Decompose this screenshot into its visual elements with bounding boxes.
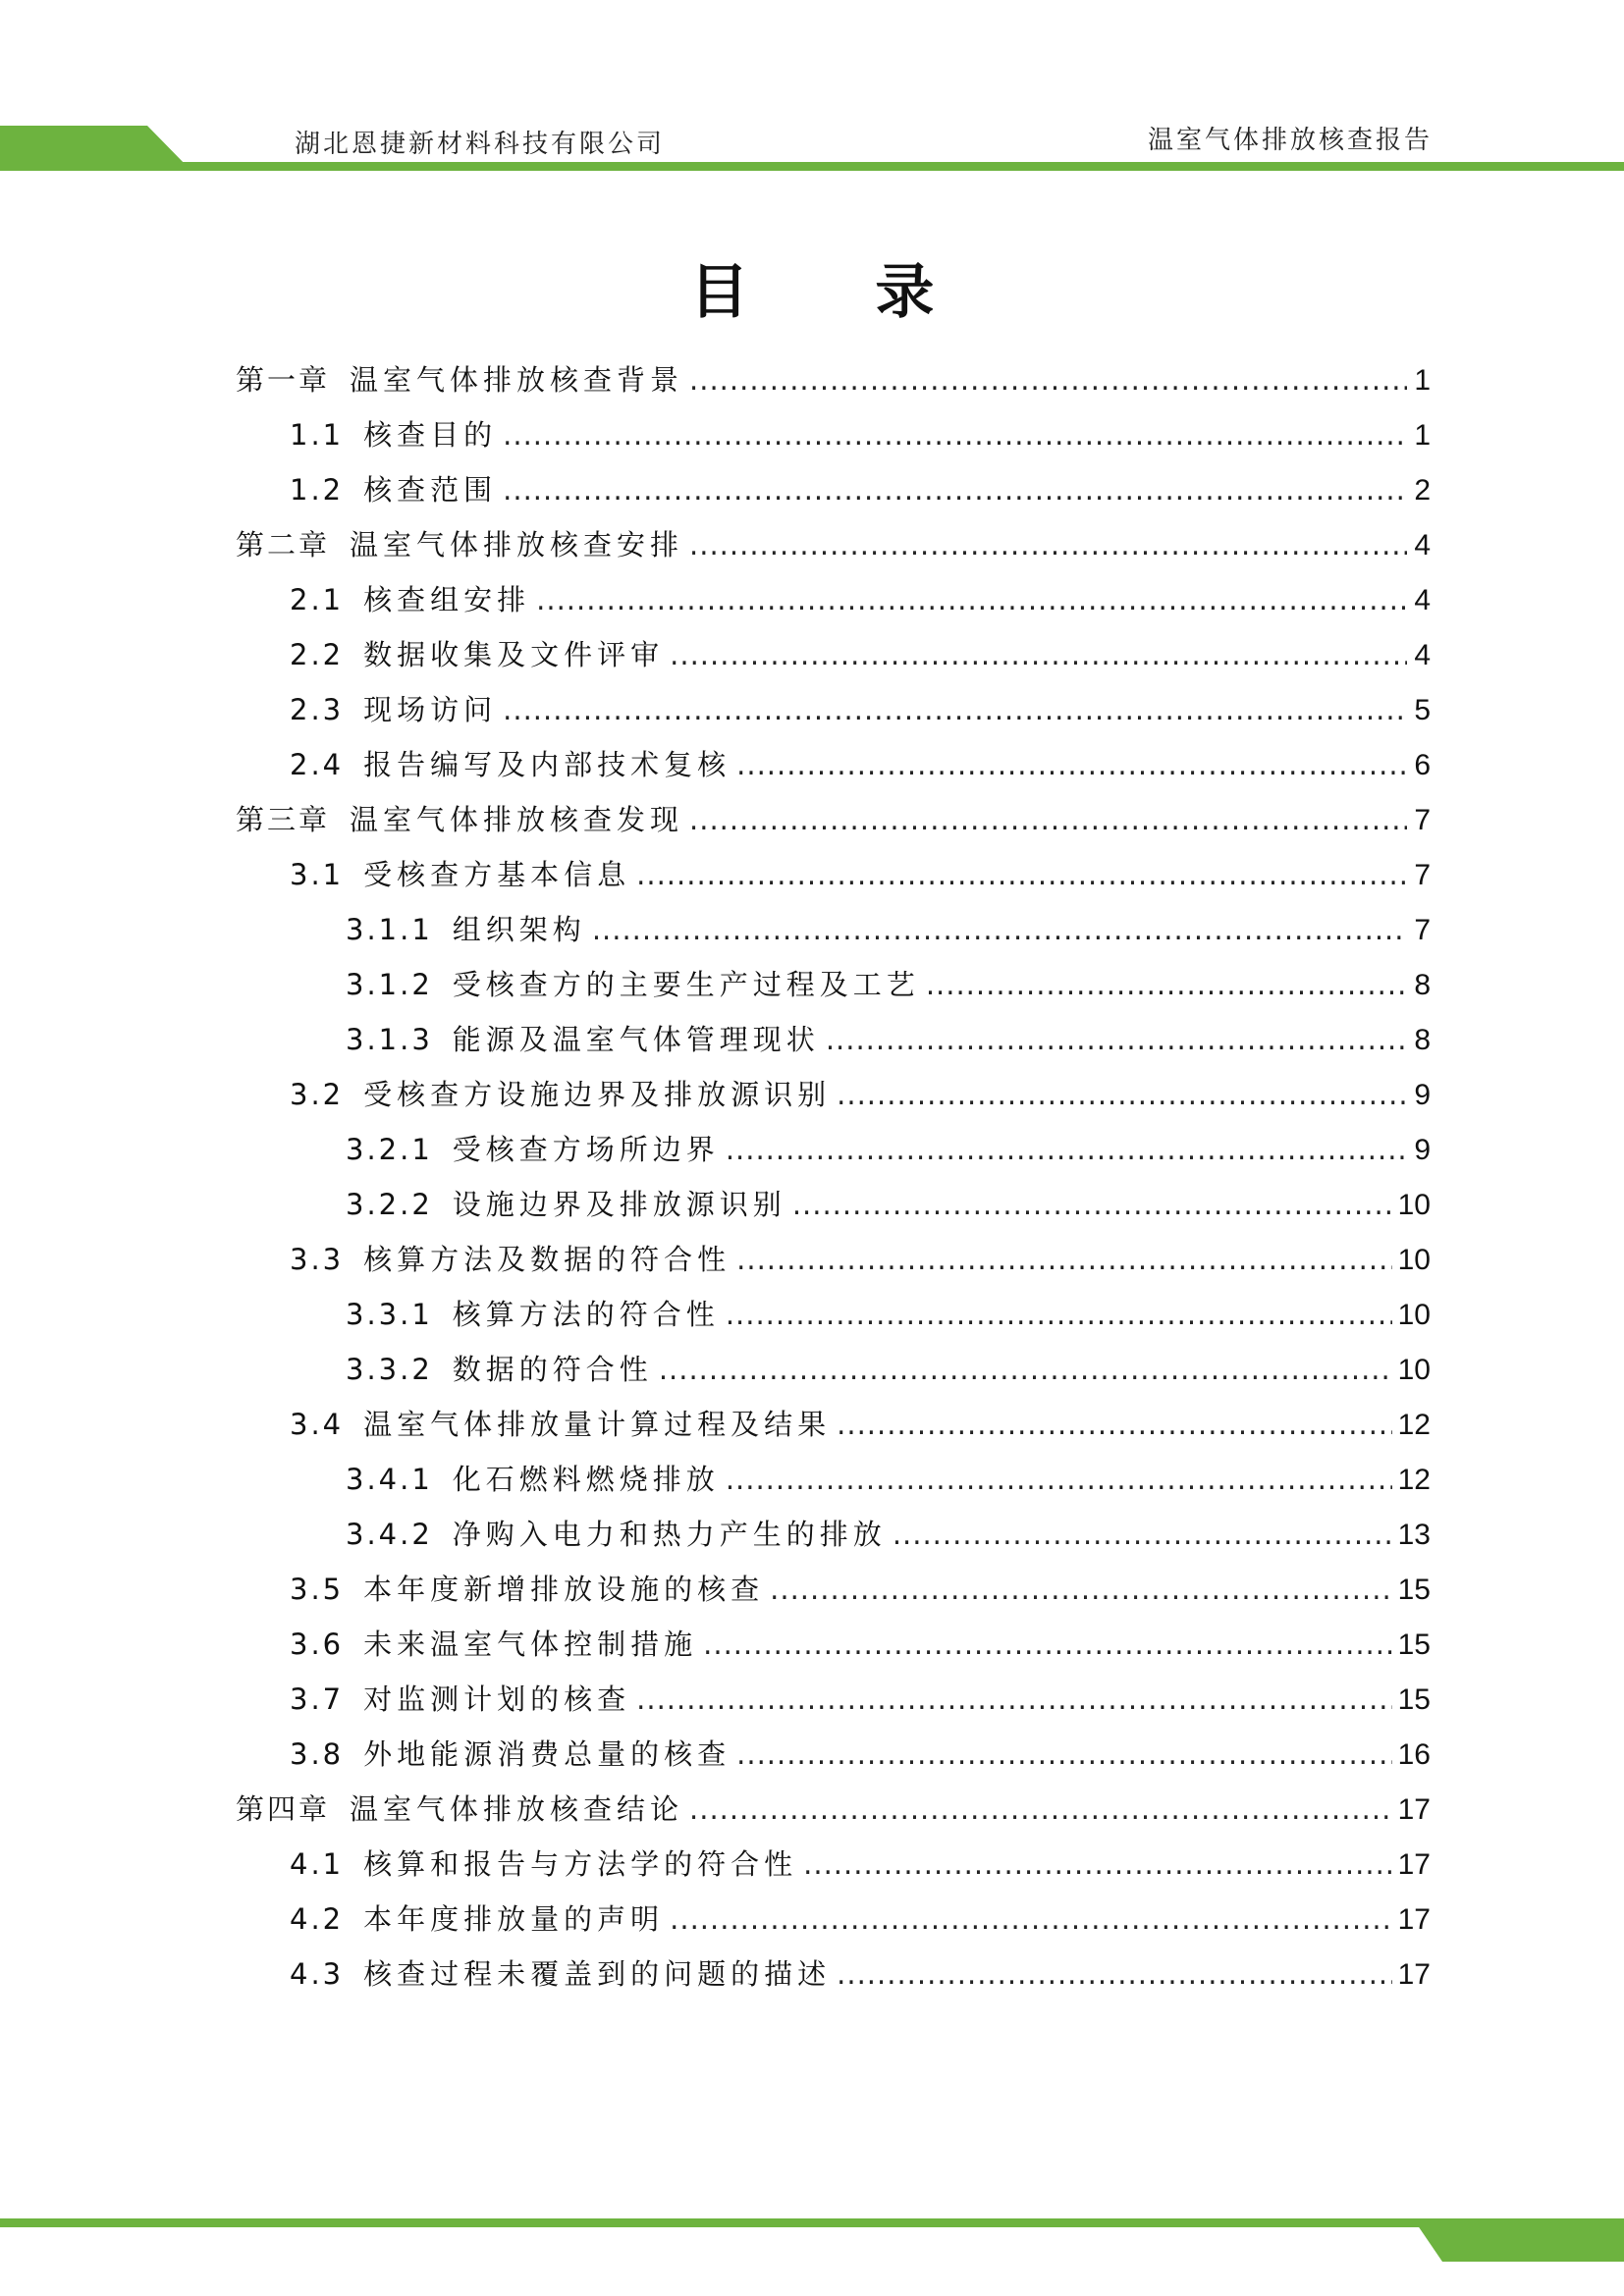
toc-entry-title: 组织架构 [452, 913, 586, 946]
toc-entry-title: 外地能源消费总量的核查 [363, 1737, 731, 1771]
toc-entry-number: 3.4.1 [346, 1463, 433, 1496]
toc-entry-title: 核算方法的符合性 [452, 1298, 720, 1331]
toc-entry[interactable] [236, 1348, 1431, 1403]
toc-entry-page: 1 [1414, 419, 1431, 452]
toc-entry[interactable] [236, 1788, 1431, 1842]
toc-leader-dots [659, 1353, 1392, 1386]
toc-entry-title: 设施边界及排放源识别 [452, 1188, 786, 1221]
toc-entry[interactable] [236, 1073, 1431, 1128]
toc-entry-number: 第二章 [236, 528, 331, 561]
toc-entry-number: 3.4 [290, 1408, 345, 1441]
footer-accent-tab [1413, 2218, 1624, 2262]
toc-entry-page: 10 [1397, 1354, 1431, 1386]
toc-entry[interactable] [236, 1128, 1431, 1183]
header-company: 湖北恩捷新材料科技有限公司 [295, 130, 666, 159]
toc-entry[interactable] [236, 358, 1431, 413]
toc-leader-dots [736, 748, 1407, 781]
toc-entry-page: 17 [1397, 1848, 1431, 1881]
toc-entry-number: 4.2 [290, 1902, 345, 1936]
toc-entry-page: 16 [1397, 1738, 1431, 1771]
toc-leader-dots [536, 583, 1407, 616]
toc-entry-number: 3.5 [290, 1573, 345, 1606]
toc-entry[interactable] [236, 1238, 1431, 1293]
toc-entry-page: 7 [1414, 914, 1431, 946]
toc-entry-title: 数据收集及文件评审 [363, 638, 665, 671]
toc-entry[interactable] [236, 688, 1431, 743]
toc-entry-title: 本年度排放量的声明 [363, 1902, 665, 1936]
toc-entry-page: 4 [1414, 584, 1431, 616]
toc-entry-number: 3.4.2 [346, 1518, 433, 1551]
toc-entry[interactable] [236, 578, 1431, 633]
toc-entry[interactable] [236, 1733, 1431, 1788]
toc-entry[interactable] [236, 1293, 1431, 1348]
toc-entry[interactable] [236, 743, 1431, 798]
toc-entry-page: 2 [1414, 474, 1431, 507]
toc-entry-number: 3.7 [290, 1682, 345, 1716]
toc-entry-number: 3.2 [290, 1078, 345, 1111]
toc-entry-number: 第一章 [236, 363, 331, 397]
toc-leader-dots [689, 363, 1407, 397]
footer-rule [0, 2218, 1624, 2227]
toc-entry[interactable] [236, 1623, 1431, 1678]
toc-leader-dots [503, 418, 1407, 452]
toc-entry-title: 本年度新增排放设施的核查 [363, 1573, 765, 1606]
toc-entry-page: 17 [1397, 1793, 1431, 1826]
toc-leader-dots [926, 968, 1407, 1001]
toc-entry[interactable] [236, 1183, 1431, 1238]
toc-entry-number: 3.1.1 [346, 913, 433, 946]
toc-entry-page: 9 [1414, 1079, 1431, 1111]
toc-entry-title: 未来温室气体控制措施 [363, 1628, 698, 1661]
toc-entry[interactable] [236, 468, 1431, 523]
table-of-contents [236, 358, 1431, 2007]
toc-entry-page: 5 [1414, 694, 1431, 726]
toc-leader-dots [803, 1847, 1391, 1881]
toc-entry-page: 9 [1414, 1134, 1431, 1166]
toc-entry-title: 现场访问 [363, 693, 498, 726]
toc-entry-page: 8 [1414, 969, 1431, 1001]
toc-entry[interactable] [236, 413, 1431, 468]
toc-entry[interactable] [236, 1678, 1431, 1733]
toc-entry-number: 3.1.2 [346, 968, 433, 1001]
toc-entry-title: 受核查方的主要生产过程及工艺 [452, 968, 920, 1001]
toc-entry-number: 3.3 [290, 1243, 345, 1276]
toc-entry-page: 4 [1414, 639, 1431, 671]
toc-leader-dots [636, 858, 1407, 891]
toc-entry-page: 7 [1414, 859, 1431, 891]
header-report-title: 温室气体排放核查报告 [1147, 126, 1433, 155]
toc-entry[interactable] [236, 1458, 1431, 1513]
toc-entry-page: 10 [1397, 1189, 1431, 1221]
toc-leader-dots [837, 1078, 1407, 1111]
toc-entry[interactable] [236, 1568, 1431, 1623]
toc-entry-number: 3.1.3 [346, 1023, 433, 1056]
toc-entry-page: 15 [1397, 1683, 1431, 1716]
toc-entry-title: 核查组安排 [363, 583, 531, 616]
toc-entry-number: 1.2 [290, 473, 345, 507]
header-rule [147, 162, 1624, 171]
toc-entry-title: 对监测计划的核查 [363, 1682, 631, 1716]
toc-entry-title: 温室气体排放核查发现 [350, 803, 684, 836]
toc-leader-dots [636, 1682, 1391, 1716]
toc-entry-title: 净购入电力和热力产生的排放 [452, 1518, 887, 1551]
toc-entry[interactable] [236, 798, 1431, 853]
toc-entry[interactable] [236, 1018, 1431, 1073]
toc-entry[interactable] [236, 1513, 1431, 1568]
toc-leader-dots [837, 1957, 1391, 1991]
toc-entry[interactable] [236, 633, 1431, 688]
toc-entry-page: 13 [1397, 1519, 1431, 1551]
toc-entry-title: 数据的符合性 [452, 1353, 653, 1386]
toc-entry-number: 3.8 [290, 1737, 345, 1771]
toc-entry[interactable] [236, 853, 1431, 908]
toc-entry-number: 第三章 [236, 803, 331, 836]
toc-leader-dots [726, 1133, 1407, 1166]
toc-leader-dots [826, 1023, 1407, 1056]
toc-leader-dots [770, 1573, 1391, 1606]
toc-leader-dots [726, 1298, 1392, 1331]
toc-entry-page: 15 [1397, 1629, 1431, 1661]
toc-entry-page: 6 [1414, 749, 1431, 781]
toc-entry-number: 第四章 [236, 1792, 331, 1826]
toc-entry-title: 温室气体排放核查背景 [350, 363, 684, 397]
toc-leader-dots [893, 1518, 1392, 1551]
toc-entry-number: 2.2 [290, 638, 345, 671]
toc-entry-number: 3.2.2 [346, 1188, 433, 1221]
toc-leader-dots [503, 473, 1407, 507]
toc-leader-dots [703, 1628, 1391, 1661]
toc-entry-title: 温室气体排放量计算过程及结果 [363, 1408, 832, 1441]
toc-entry-page: 15 [1397, 1574, 1431, 1606]
toc-leader-dots [670, 1902, 1391, 1936]
toc-entry-title: 温室气体排放核查安排 [350, 528, 684, 561]
toc-entry[interactable] [236, 1952, 1431, 2007]
toc-entry[interactable] [236, 523, 1431, 578]
toc-entry-page: 17 [1397, 1958, 1431, 1991]
toc-leader-dots [726, 1463, 1392, 1496]
toc-leader-dots [736, 1243, 1391, 1276]
toc-entry-number: 2.4 [290, 748, 345, 781]
toc-leader-dots [837, 1408, 1391, 1441]
toc-entry-page: 17 [1397, 1903, 1431, 1936]
toc-entry[interactable] [236, 1403, 1431, 1458]
toc-entry-number: 2.3 [290, 693, 345, 726]
toc-entry-page: 12 [1397, 1409, 1431, 1441]
toc-leader-dots [689, 1792, 1392, 1826]
toc-entry-number: 3.2.1 [346, 1133, 433, 1166]
toc-entry-page: 7 [1414, 804, 1431, 836]
toc-entry-page: 10 [1397, 1299, 1431, 1331]
toc-entry-title: 化石燃料燃烧排放 [452, 1463, 720, 1496]
toc-entry-title: 核算方法及数据的符合性 [363, 1243, 731, 1276]
toc-leader-dots [503, 693, 1407, 726]
page-title: 目 录 [689, 258, 988, 327]
toc-entry-number: 3.3.2 [346, 1353, 433, 1386]
toc-entry-number: 2.1 [290, 583, 345, 616]
toc-leader-dots [736, 1737, 1391, 1771]
toc-entry-number: 1.1 [290, 418, 345, 452]
toc-entry-page: 10 [1397, 1244, 1431, 1276]
toc-leader-dots [592, 913, 1407, 946]
toc-entry-number: 4.3 [290, 1957, 345, 1991]
toc-entry[interactable] [236, 963, 1431, 1018]
toc-entry-title: 受核查方设施边界及排放源识别 [363, 1078, 832, 1111]
toc-entry-number: 3.3.1 [346, 1298, 433, 1331]
toc-entry[interactable] [236, 1842, 1431, 1897]
toc-entry-page: 1 [1414, 364, 1431, 397]
toc-entry-title: 受核查方基本信息 [363, 858, 631, 891]
toc-entry-title: 核算和报告与方法学的符合性 [363, 1847, 798, 1881]
toc-entry[interactable] [236, 908, 1431, 963]
toc-entry-title: 能源及温室气体管理现状 [452, 1023, 820, 1056]
toc-leader-dots [670, 638, 1407, 671]
toc-entry-title: 受核查方场所边界 [452, 1133, 720, 1166]
toc-leader-dots [792, 1188, 1392, 1221]
toc-entry-number: 4.1 [290, 1847, 345, 1881]
toc-entry[interactable] [236, 1897, 1431, 1952]
toc-entry-title: 温室气体排放核查结论 [350, 1792, 684, 1826]
toc-entry-page: 8 [1414, 1024, 1431, 1056]
toc-leader-dots [689, 803, 1407, 836]
toc-entry-number: 3.6 [290, 1628, 345, 1661]
toc-entry-title: 核查目的 [363, 418, 498, 452]
toc-entry-title: 核查范围 [363, 473, 498, 507]
toc-leader-dots [689, 528, 1407, 561]
toc-entry-title: 核查过程未覆盖到的问题的描述 [363, 1957, 832, 1991]
toc-entry-page: 12 [1397, 1464, 1431, 1496]
toc-entry-page: 4 [1414, 529, 1431, 561]
toc-entry-number: 3.1 [290, 858, 345, 891]
toc-entry-title: 报告编写及内部技术复核 [363, 748, 731, 781]
